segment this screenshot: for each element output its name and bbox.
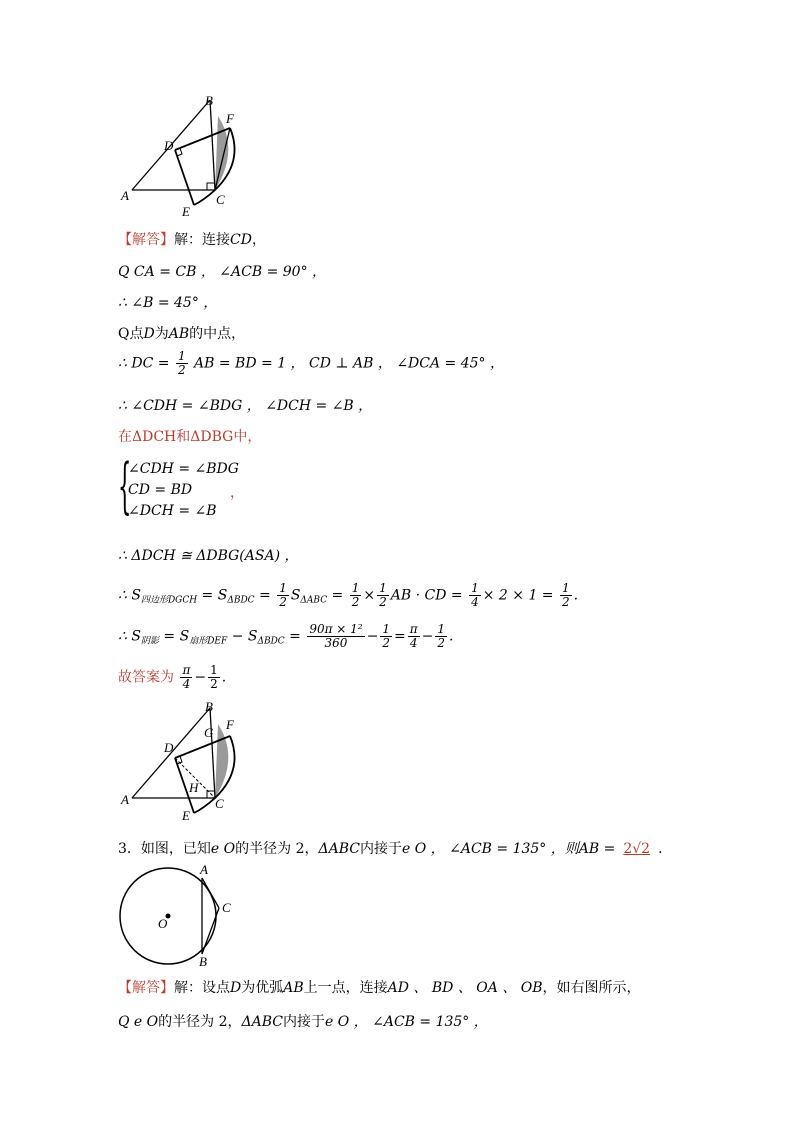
- label-a: A: [200, 862, 208, 877]
- label-e: E: [182, 808, 190, 823]
- solution-line-8: ∴ ΔDCH ≅ ΔDBG(ASA) ，: [118, 548, 299, 564]
- solution3-line-2: Q e O的半径为 2，ΔABC内接于e O ， ∠ACB = 135° ，: [118, 1014, 488, 1030]
- label-d: D: [164, 138, 174, 153]
- label-c: C: [216, 192, 225, 207]
- solution-line-4: Q点D为AB的中点，: [118, 326, 246, 342]
- figure-1: [112, 90, 252, 222]
- label-c: C: [222, 900, 231, 915]
- label-f: F: [226, 717, 234, 732]
- solution-line-6: ∴ ∠CDH = ∠BDG ， ∠DCH = ∠B ，: [118, 398, 373, 414]
- solution-line-5: ∴ DC = $\frac{1}{2}$ AB = BD = 1 ， CD ⊥ AB ， ∠DCA = 45° ，: [118, 349, 504, 377]
- answer-line: 故答案为 $\frac{\pi}{4}$ − $\frac{1}{2}$ .: [118, 663, 227, 691]
- shaded-region: [215, 724, 228, 798]
- label-f: F: [226, 111, 234, 126]
- fraction-half: $\frac{1}{2}$: [177, 349, 186, 377]
- system-eq-1: ∠CDH = ∠BDG: [128, 461, 239, 477]
- label-a: A: [121, 188, 129, 203]
- label-h: H: [189, 780, 199, 795]
- label-b: B: [199, 954, 207, 969]
- solution-line-2: Q CA = CB ， ∠ACB = 90° ，: [118, 264, 327, 280]
- label-o: O: [158, 916, 168, 931]
- system-comma: ，: [230, 485, 244, 501]
- solution3-line-1: 【解答】解：设点D为优弧AB上一点，连接AD 、 BD 、 OA 、 OB，如右图所示，: [118, 980, 641, 996]
- solution-line-7: 在ΔDCH和ΔDBG中，: [118, 429, 262, 445]
- label-a: A: [121, 792, 129, 807]
- answer-blank: 2√2: [623, 841, 651, 857]
- label-b: B: [205, 699, 213, 714]
- label-e: E: [182, 204, 190, 219]
- figure-2: [112, 694, 252, 826]
- label-c: C: [215, 796, 224, 811]
- solution-line-10: ∴ $S_{阴影} = S_{扇形DEF} - S_{\Delta BDC}$ = $\frac{\text{90π × 1²}}{360}$ − $\frac{1}{2}$ = $\frac{\pi}{4}$ − $\frac{1}{2}$ .: [118, 622, 454, 650]
- figure-3: [112, 860, 252, 972]
- brace: {: [118, 451, 132, 521]
- system-eq-3: ∠DCH = ∠B: [128, 503, 217, 519]
- label-g: G: [204, 725, 214, 740]
- problem-3: 3．如图，已知e O的半径为 2，ΔABC内接于e O ， ∠ACB = 135° ，则AB = 2√2 ．: [118, 841, 673, 857]
- label-b: B: [205, 93, 213, 108]
- solution-line-3: ∴ ∠B = 45° ，: [118, 295, 218, 311]
- solution-line-9: ∴ $S_{四边形DGCH} = S_{\Delta BDC}$ = $\frac{1}{2}$ $S_{\Delta ABC}$ = $\frac{1}{2}$ × $\frac{1}{2}$ AB · CD = $\frac{1}{4}$ × 2 × 1 = $\frac{1}{2}$ .: [118, 581, 579, 609]
- solution-header: 【解答】: [118, 232, 174, 248]
- solution-line-1: 【解答】解：连接CD，: [118, 232, 266, 248]
- shaded-region: [215, 116, 228, 190]
- system-eq-2: CD = BD: [128, 482, 193, 498]
- label-d: D: [164, 740, 174, 755]
